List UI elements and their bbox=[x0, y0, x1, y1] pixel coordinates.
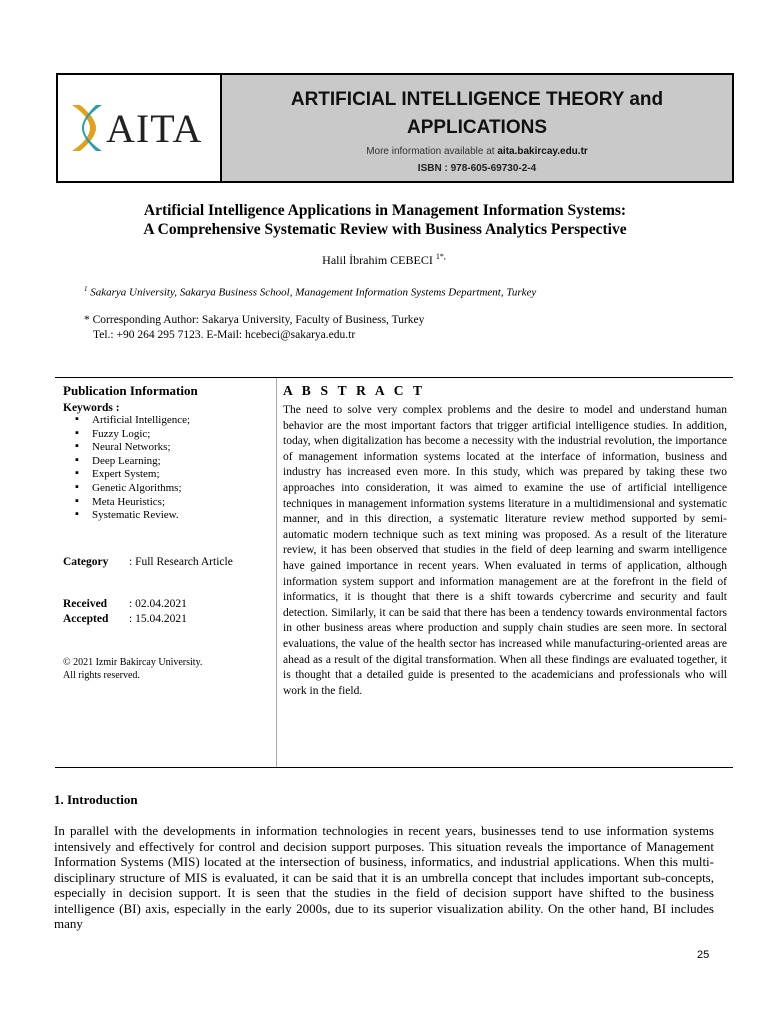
affiliation-text: Sakarya University, Sakarya Business School, Management Information Systems Department, Turkey bbox=[90, 286, 537, 299]
journal-title bbox=[222, 86, 732, 142]
corresponding-line-1: * Corresponding Author: Sakarya University, Faculty of Business, Turkey bbox=[84, 314, 425, 326]
accepted-label: Accepted bbox=[63, 613, 109, 625]
publication-info-heading: Publication Information bbox=[63, 383, 198, 398]
keyword-item: ▪ Systematic Review. bbox=[75, 509, 268, 523]
keyword-item: ▪ Artificial Intelligence; bbox=[75, 414, 268, 428]
category-value: : Full Research Article bbox=[129, 556, 233, 568]
bottom-divider bbox=[55, 767, 733, 768]
abstract-heading: A B S T R A C T bbox=[283, 383, 426, 398]
journal-title-cell bbox=[222, 75, 732, 181]
paper-title-line-1: Artificial Intelligence Applications in Management Information Systems: bbox=[143, 202, 627, 219]
more-info bbox=[222, 146, 732, 157]
keyword-item: ▪ Fuzzy Logic; bbox=[75, 428, 268, 442]
journal-title-line-1: ARTIFICIAL INTELLIGENCE THEORY and bbox=[290, 89, 664, 110]
author-superscript: 1*, bbox=[435, 252, 446, 261]
aita-logo-icon bbox=[70, 103, 104, 153]
accepted-value: : 15.04.2021 bbox=[129, 613, 187, 625]
top-divider bbox=[55, 377, 733, 378]
accepted-row bbox=[63, 613, 187, 625]
keyword-item: ▪ Expert System; bbox=[75, 468, 268, 482]
corresponding-author bbox=[84, 313, 424, 343]
keywords-list bbox=[75, 414, 268, 523]
author bbox=[0, 252, 768, 268]
more-info-prefix: More information available at bbox=[366, 146, 495, 157]
journal-title-line-2: APPLICATIONS bbox=[406, 117, 548, 138]
corresponding-contact: Tel.: +90 264 295 7123. E-Mail: hcebeci@sakarya.edu.tr bbox=[93, 329, 356, 341]
logo-text: AITA bbox=[106, 106, 203, 151]
copyright-line-1: © 2021 Izmir Bakircay University. bbox=[63, 657, 203, 668]
introduction-body: In parallel with the developments in information technologies in recent years, businesses tend to use information systems intensively and effectively for control and decision support purposes. This situation reveals the importance of Management Information Systems (MIS) located at the intersection of business, informatics, and industrial applications. When this multi-disciplinary structure of MIS is evaluated, it can be said that it is an umbrella concept that includes important sub-concepts, especially in decision support. It is seen that the studies in the field of decision support have shifted to the business intelligence (BI) axis, especially in the early 2000s, due to its superior visualization ability. On the other hand, BI includes many bbox=[54, 823, 714, 931]
keywords-label: Keywords : bbox=[63, 402, 120, 414]
column-divider bbox=[276, 378, 277, 767]
paper-title bbox=[60, 201, 710, 239]
received-value: : 02.04.2021 bbox=[129, 598, 187, 610]
journal-header bbox=[56, 73, 734, 183]
journal-url-link[interactable]: aita.bakircay.edu.tr bbox=[497, 146, 588, 157]
page-number: 25 bbox=[697, 949, 710, 961]
affiliation-superscript: 1 bbox=[84, 285, 88, 293]
keyword-item: ▪ Neural Networks; bbox=[75, 441, 268, 455]
introduction-heading: 1. Introduction bbox=[54, 792, 138, 807]
keyword-item: ▪ Genetic Algorithms; bbox=[75, 482, 268, 496]
copyright bbox=[63, 656, 202, 682]
paper-title-line-2: A Comprehensive Systematic Review with Business Analytics Perspective bbox=[143, 221, 627, 238]
keyword-item: ▪ Deep Learning; bbox=[75, 455, 268, 469]
category-label: Category bbox=[63, 556, 109, 568]
abstract-body: The need to solve very complex problems and the desire to model and understand human behavior are the most important factors that trigger artificial intelligence studies. In addition, today, when digitalization has become a necessity with the industrial revolution, the importance of management information systems located at the interface of information, business and industry has increased even more. In this study, which was prepared by taking these two approaches into consideration, it was aimed to examine the use of artificial intelligence techniques in management information systems literature in a multidimensional and systematic manner, and in this direction, a systematic literature review method supported by semi-automatic modern technique such as text mining was proposed. As a result of the literature review, it has been observed that studies in the field of deep learning and swarm intelligence have gained importance in recent years. When evaluated in terms of application, although information system support and information management are at the forefront in the field of informatics, it is thought that there is a shift towards cybercrime and security and fault detection. Similarly, it can be said that there has been a tendency towards environmental factors in other business areas where production and supply chain studies are seen more. In sectoral evaluations, the value of the health sector has increased while manufacturing-oriented areas are ahead as a result of the digital transformation. When all these findings are evaluated together, it is thought that a detailed guide is presented to the academicians and professionals who will work in the field. bbox=[283, 404, 727, 697]
journal-logo bbox=[58, 75, 222, 181]
copyright-line-2: All rights reserved. bbox=[63, 670, 140, 681]
received-row bbox=[63, 598, 187, 610]
keyword-item: ▪ Meta Heuristics; bbox=[75, 496, 268, 510]
affiliation bbox=[84, 285, 536, 299]
isbn: ISBN : 978-605-69730-2-4 bbox=[417, 163, 537, 174]
author-name: Halil İbrahim CEBECI bbox=[322, 253, 433, 267]
received-label: Received bbox=[63, 598, 108, 610]
publication-info bbox=[63, 383, 268, 523]
category-row bbox=[63, 556, 233, 568]
